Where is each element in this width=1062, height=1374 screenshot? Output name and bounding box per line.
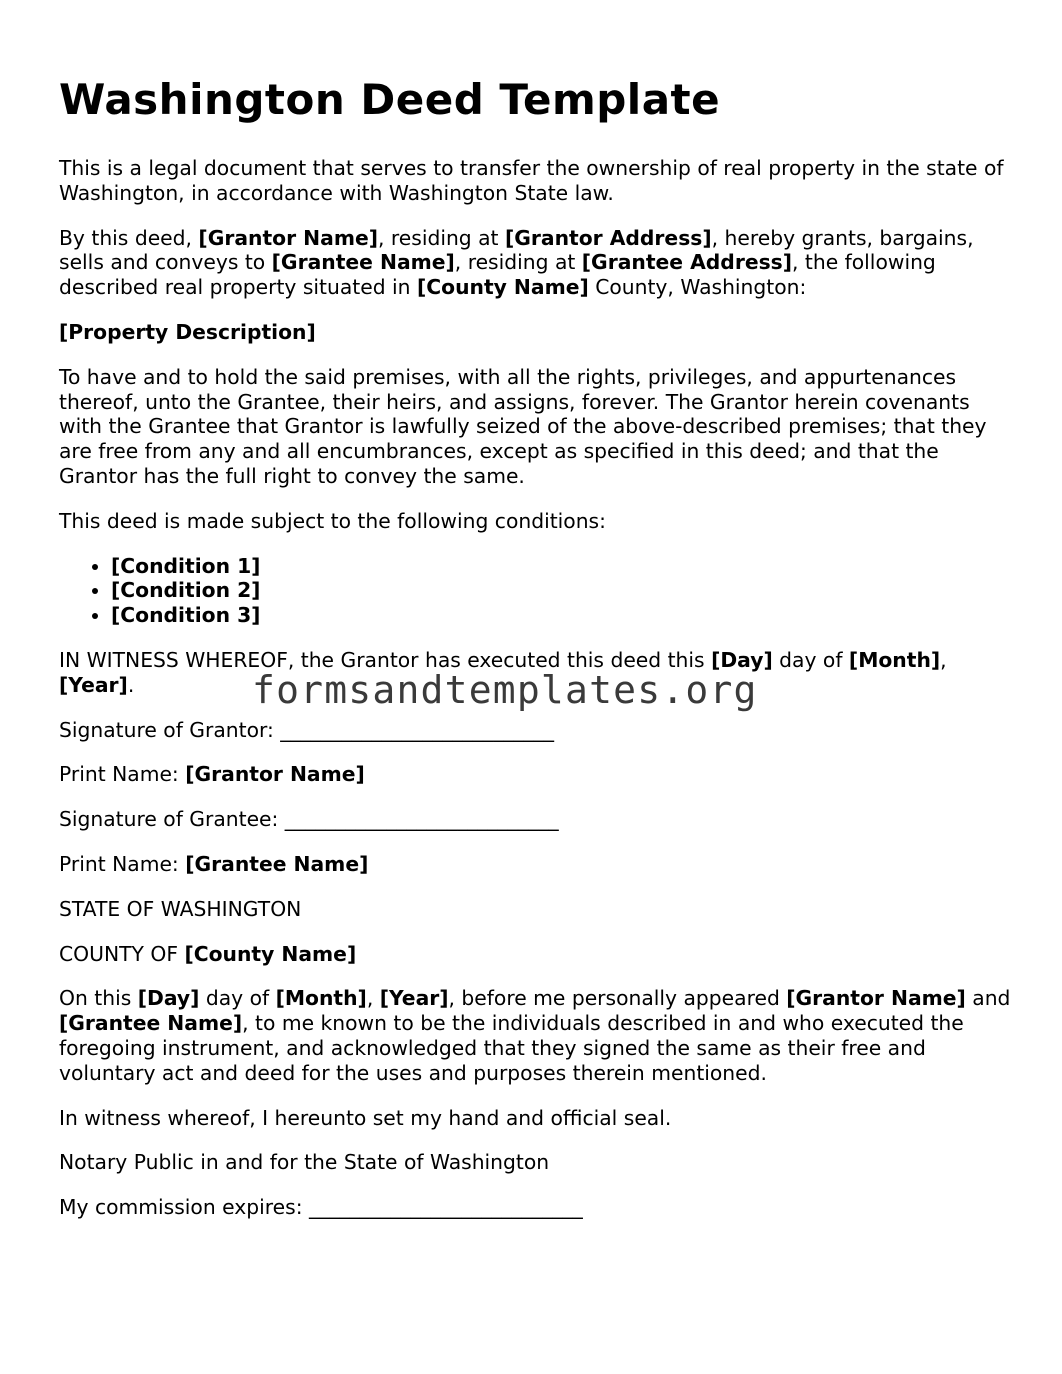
- grantor-name-placeholder: [Grantor Name]: [786, 986, 966, 1011]
- ack-text: and: [965, 986, 1011, 1011]
- condition-item: • [Condition 1]: [111, 554, 1014, 579]
- witness-text: IN WITNESS WHEREOF, the Grantor has executed this deed this: [59, 647, 712, 672]
- ack-text: , to me known to be the individuals described in and who executed the foregoing instrument, and acknowledged that they signed the same as their free and voluntary act and deed for the uses and purposes therein mentioned.: [59, 1011, 964, 1085]
- ack-text: day of: [199, 986, 276, 1011]
- grantor-name-placeholder: [Grantor Name]: [185, 762, 365, 787]
- watermark: formsandtemplates.org: [252, 668, 758, 712]
- witness-text: day of: [772, 647, 849, 672]
- county-label: COUNTY OF: [59, 941, 185, 966]
- property-description: [59, 320, 1014, 345]
- conditions-list: [59, 554, 1014, 628]
- habendum-paragraph: To have and to hold the said premises, with all the rights, privileges, and appurtenances thereof, unto the Grantee, their heirs, and assigns, forever. The Grantor herein covenants with the Grantee that Grantor is lawfully seized of the above-described premises; that they are free from any and all encumbrances, except as specified in this deed; and that the Grantor has the full right to convey the same.: [59, 364, 987, 488]
- grantee-print-name: [59, 852, 1014, 877]
- grantee-address-placeholder: [Grantee Address]: [581, 250, 792, 275]
- grant-text: , residing at: [377, 225, 505, 250]
- month-placeholder: [Month]: [275, 986, 367, 1011]
- acknowledgment-paragraph: [59, 986, 1014, 1085]
- grantee-signature-line: Signature of Grantee: ___________________________: [59, 807, 559, 832]
- month-placeholder: [Month]: [848, 647, 941, 672]
- ack-text: On this: [59, 986, 138, 1011]
- grantor-print-name: [59, 762, 1014, 787]
- state-line: STATE OF WASHINGTON: [59, 896, 302, 921]
- grant-text: By this deed,: [59, 225, 199, 250]
- condition-item: • [Condition 3]: [111, 603, 1014, 628]
- day-placeholder: [Day]: [137, 986, 200, 1011]
- ack-text: ,: [366, 986, 380, 1011]
- grantor-address-placeholder: [Grantor Address]: [504, 225, 712, 250]
- document-page: [59, 72, 1014, 1240]
- print-name-label: Print Name:: [59, 762, 186, 787]
- county-line: [59, 942, 1014, 967]
- grant-text: , residing at: [454, 250, 582, 275]
- grantee-name-placeholder: [Grantee Name]: [271, 250, 455, 275]
- condition-item: • [Condition 2]: [111, 578, 1014, 603]
- grant-paragraph: [59, 226, 1014, 300]
- year-placeholder: [Year]: [379, 986, 449, 1011]
- grantor-signature-line: Signature of Grantor: ___________________________: [59, 717, 555, 742]
- grant-text: , hereby grants, bargains, sells and conveys to: [59, 225, 974, 275]
- witness-text: ,: [940, 647, 947, 672]
- notary-line: Notary Public in and for the State of Washington: [59, 1150, 550, 1175]
- witness-text: .: [127, 672, 135, 697]
- grant-text: County, Washington:: [588, 275, 807, 300]
- grantee-name-placeholder: [Grantee Name]: [59, 1011, 243, 1036]
- county-name-placeholder: [County Name]: [184, 941, 357, 966]
- grant-text: , the following described real property situated in: [59, 250, 936, 300]
- property-description-placeholder: [Property Description]: [59, 319, 316, 344]
- document-title: Washington Deed Template: [59, 75, 721, 124]
- grantee-name-placeholder: [Grantee Name]: [185, 851, 369, 876]
- day-placeholder: [Day]: [711, 647, 773, 672]
- seal-line: In witness whereof, I hereunto set my hand and official seal.: [59, 1105, 672, 1130]
- year-placeholder: [Year]: [59, 672, 128, 697]
- conditions-intro: This deed is made subject to the following conditions:: [59, 508, 606, 533]
- grantor-name-placeholder: [Grantor Name]: [198, 225, 378, 250]
- county-name-placeholder: [County Name]: [416, 275, 589, 300]
- commission-line: My commission expires: ___________________________: [59, 1195, 583, 1220]
- ack-text: , before me personally appeared: [448, 986, 787, 1011]
- print-name-label: Print Name:: [59, 851, 186, 876]
- intro-paragraph: This is a legal document that serves to transfer the ownership of real property in the state of Washington, in accordance with Washington State law.: [59, 156, 1004, 205]
